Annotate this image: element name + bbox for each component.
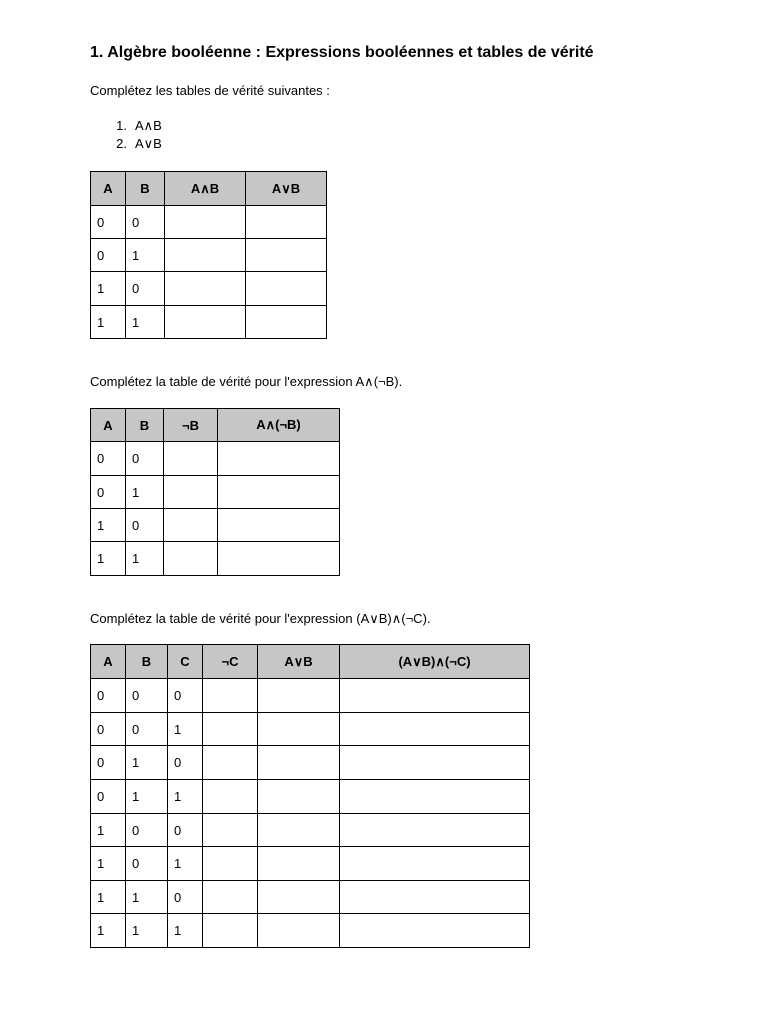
table-header: C — [168, 645, 203, 679]
answer-cell[interactable] — [340, 914, 530, 948]
section3-intro: Complétez la table de vérité pour l'expression (A∨B)∧(¬C). — [90, 611, 431, 626]
table-header: B — [126, 645, 168, 679]
table-header: A∧B — [165, 172, 246, 206]
answer-cell[interactable] — [258, 746, 340, 780]
answer-cell[interactable] — [165, 306, 246, 339]
table-header: ¬C — [203, 645, 258, 679]
table-row — [91, 914, 530, 948]
answer-cell[interactable] — [340, 847, 530, 881]
table-cell: 1 — [126, 746, 168, 780]
table-row — [91, 239, 327, 272]
truth-table-or-and-not — [90, 644, 530, 948]
table-cell: 0 — [91, 780, 126, 814]
table-cell: 1 — [91, 814, 126, 847]
table-header: A∧(¬B) — [218, 409, 340, 442]
table-header: A — [91, 645, 126, 679]
table-cell: 1 — [126, 476, 164, 509]
table-cell: 0 — [168, 814, 203, 847]
table-row — [91, 746, 530, 780]
table-cell: 0 — [168, 881, 203, 914]
table-row — [91, 206, 327, 239]
answer-cell[interactable] — [164, 476, 218, 509]
table-header: A∨B — [258, 645, 340, 679]
section2-intro: Complétez la table de vérité pour l'expression A∧(¬B). — [90, 374, 403, 389]
answer-cell[interactable] — [340, 679, 530, 713]
table-cell: 1 — [126, 914, 168, 948]
table-header: (A∨B)∧(¬C) — [340, 645, 530, 679]
table-cell: 1 — [126, 239, 165, 272]
answer-cell[interactable] — [218, 509, 340, 542]
table-row — [91, 542, 340, 576]
truth-table-and-or — [90, 171, 327, 339]
table-cell: 1 — [126, 881, 168, 914]
table-row — [91, 442, 340, 476]
page-title: 1. Algèbre booléenne : Expressions booléennes et tables de vérité — [90, 44, 594, 61]
table-header: A — [91, 409, 126, 442]
answer-cell[interactable] — [258, 881, 340, 914]
table-cell: 0 — [126, 679, 168, 713]
list-item — [90, 135, 162, 153]
answer-cell[interactable] — [246, 206, 327, 239]
list-number: 2. — [116, 136, 127, 151]
table-row — [91, 780, 530, 814]
table-row — [91, 713, 530, 746]
table-row — [91, 679, 530, 713]
answer-cell[interactable] — [165, 239, 246, 272]
answer-cell[interactable] — [258, 914, 340, 948]
table-cell: 1 — [168, 847, 203, 881]
table-cell: 1 — [91, 847, 126, 881]
table-row — [91, 509, 340, 542]
answer-cell[interactable] — [164, 509, 218, 542]
answer-cell[interactable] — [203, 780, 258, 814]
table-row — [91, 476, 340, 509]
section1-intro: Complétez les tables de vérité suivantes : — [90, 83, 330, 98]
table-cell: 1 — [126, 306, 165, 339]
answer-cell[interactable] — [165, 272, 246, 306]
answer-cell[interactable] — [164, 542, 218, 576]
answer-cell[interactable] — [218, 542, 340, 576]
answer-cell[interactable] — [258, 847, 340, 881]
table-header-row — [91, 409, 340, 442]
table-cell: 0 — [126, 206, 165, 239]
answer-cell[interactable] — [203, 847, 258, 881]
truth-table-and-not — [90, 408, 340, 576]
table-cell: 1 — [168, 914, 203, 948]
table-header: B — [126, 172, 165, 206]
answer-cell[interactable] — [258, 713, 340, 746]
table-header: A — [91, 172, 126, 206]
table-cell: 0 — [126, 509, 164, 542]
answer-cell[interactable] — [203, 713, 258, 746]
answer-cell[interactable] — [340, 814, 530, 847]
answer-cell[interactable] — [203, 881, 258, 914]
table-header: A∨B — [246, 172, 327, 206]
answer-cell[interactable] — [203, 814, 258, 847]
answer-cell[interactable] — [203, 679, 258, 713]
answer-cell[interactable] — [258, 814, 340, 847]
answer-cell[interactable] — [164, 442, 218, 476]
table-header: B — [126, 409, 164, 442]
table-cell: 1 — [91, 881, 126, 914]
table-row — [91, 881, 530, 914]
table-cell: 0 — [168, 679, 203, 713]
list-number: 1. — [116, 118, 127, 133]
table-cell: 1 — [91, 306, 126, 339]
table-cell: 0 — [91, 679, 126, 713]
table-cell: 0 — [91, 206, 126, 239]
table-cell: 0 — [91, 476, 126, 509]
table-cell: 1 — [126, 542, 164, 576]
answer-cell[interactable] — [203, 746, 258, 780]
table-cell: 0 — [168, 746, 203, 780]
answer-cell[interactable] — [246, 306, 327, 339]
table-header: ¬B — [164, 409, 218, 442]
answer-cell[interactable] — [218, 476, 340, 509]
table-cell: 0 — [126, 442, 164, 476]
answer-cell[interactable] — [340, 713, 530, 746]
answer-cell[interactable] — [203, 914, 258, 948]
table-cell: 0 — [126, 847, 168, 881]
answer-cell[interactable] — [246, 272, 327, 306]
answer-cell[interactable] — [258, 679, 340, 713]
table-cell: 1 — [126, 780, 168, 814]
table-cell: 0 — [126, 272, 165, 306]
answer-cell[interactable] — [340, 746, 530, 780]
table-cell: 1 — [91, 509, 126, 542]
table-cell: 0 — [91, 746, 126, 780]
table-cell: 0 — [126, 713, 168, 746]
table-cell: 0 — [91, 442, 126, 476]
table-cell: 0 — [126, 814, 168, 847]
answer-cell[interactable] — [340, 780, 530, 814]
answer-cell[interactable] — [258, 780, 340, 814]
answer-cell[interactable] — [165, 206, 246, 239]
table-header-row — [91, 645, 530, 679]
answer-cell[interactable] — [218, 442, 340, 476]
list-text: A∧B — [135, 118, 162, 133]
answer-cell[interactable] — [246, 239, 327, 272]
expression-list — [90, 117, 162, 153]
table-row — [91, 814, 530, 847]
table-cell: 0 — [91, 239, 126, 272]
table-row — [91, 272, 327, 306]
table-header-row — [91, 172, 327, 206]
table-cell: 0 — [91, 713, 126, 746]
table-cell: 1 — [91, 914, 126, 948]
table-cell: 1 — [168, 713, 203, 746]
table-cell: 1 — [91, 272, 126, 306]
list-item — [90, 117, 162, 135]
table-row — [91, 306, 327, 339]
answer-cell[interactable] — [340, 881, 530, 914]
table-cell: 1 — [91, 542, 126, 576]
table-cell: 1 — [168, 780, 203, 814]
list-text: A∨B — [135, 136, 162, 151]
table-row — [91, 847, 530, 881]
